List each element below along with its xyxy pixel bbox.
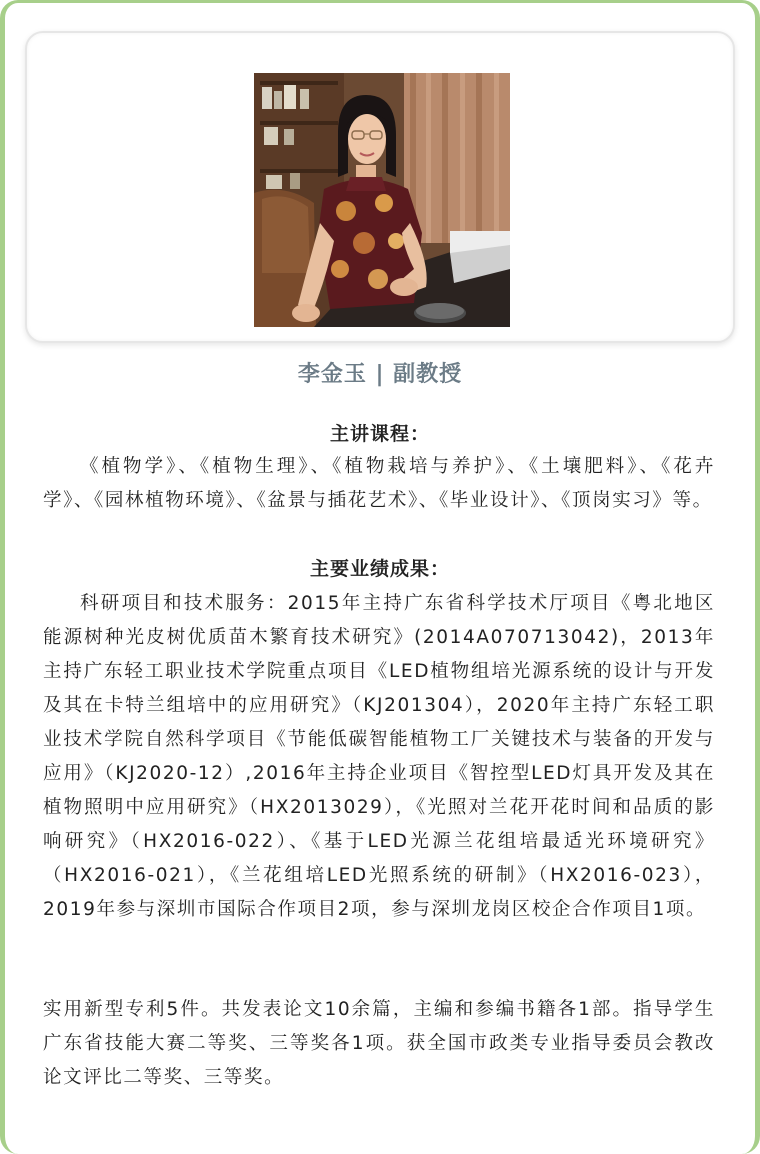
portrait-photo xyxy=(254,73,510,327)
name-title: 李金玉 | 副教授 xyxy=(297,362,463,387)
achievements-heading: 主要业绩成果： xyxy=(309,558,450,580)
courses-text: 《植物学》、《植物生理》、《植物栽培与养护》、《土壤肥料》、《花卉学》、《园林植物环境》、《盆景与插花艺术》、《毕业设计》、《顶岗实习》等。 xyxy=(43,456,715,511)
photo-card xyxy=(25,31,735,343)
patent-text: 实用新型专利5件。共发表论文10余篇，主编和参编书籍各1部。指导学生广东省技能大赛二等奖、三等奖各1项。获全国市政类专业指导委员会教改论文评比二等奖、三等奖。 xyxy=(43,999,715,1088)
courses-heading: 主讲课程： xyxy=(329,423,430,445)
research-text: 科研项目和技术服务：2015年主持广东省科学技术厅项目《粤北地区能源树种光皮树优质苗木繁育技术研究》(2014A070713042)，2013年主持广东轻工职业技术学院重点项目《LED植物组培光源系统的设计与开发及其在卡特兰组培中的应用研究》（KJ201304），2020年主持广东轻工职业技术学院自然科学项目《节能低碳智能植物工厂关键技术与装备的开发与应用》（KJ2020-12）,2016年主持企业项目《智控型LED灯具开发及其在植物照明中应用研究》（HX2013029），《光照对兰花开花时间和品质的影响研究》（HX2016-022）、《基于LED光源兰花组培最适光环境研究》（HX2016-021），《兰花组培LED光照系统的研制》（HX2016-023），2019年参与深圳市国际合作项目2项，参与深圳龙岗区校企合作项目1项。 xyxy=(43,593,715,920)
